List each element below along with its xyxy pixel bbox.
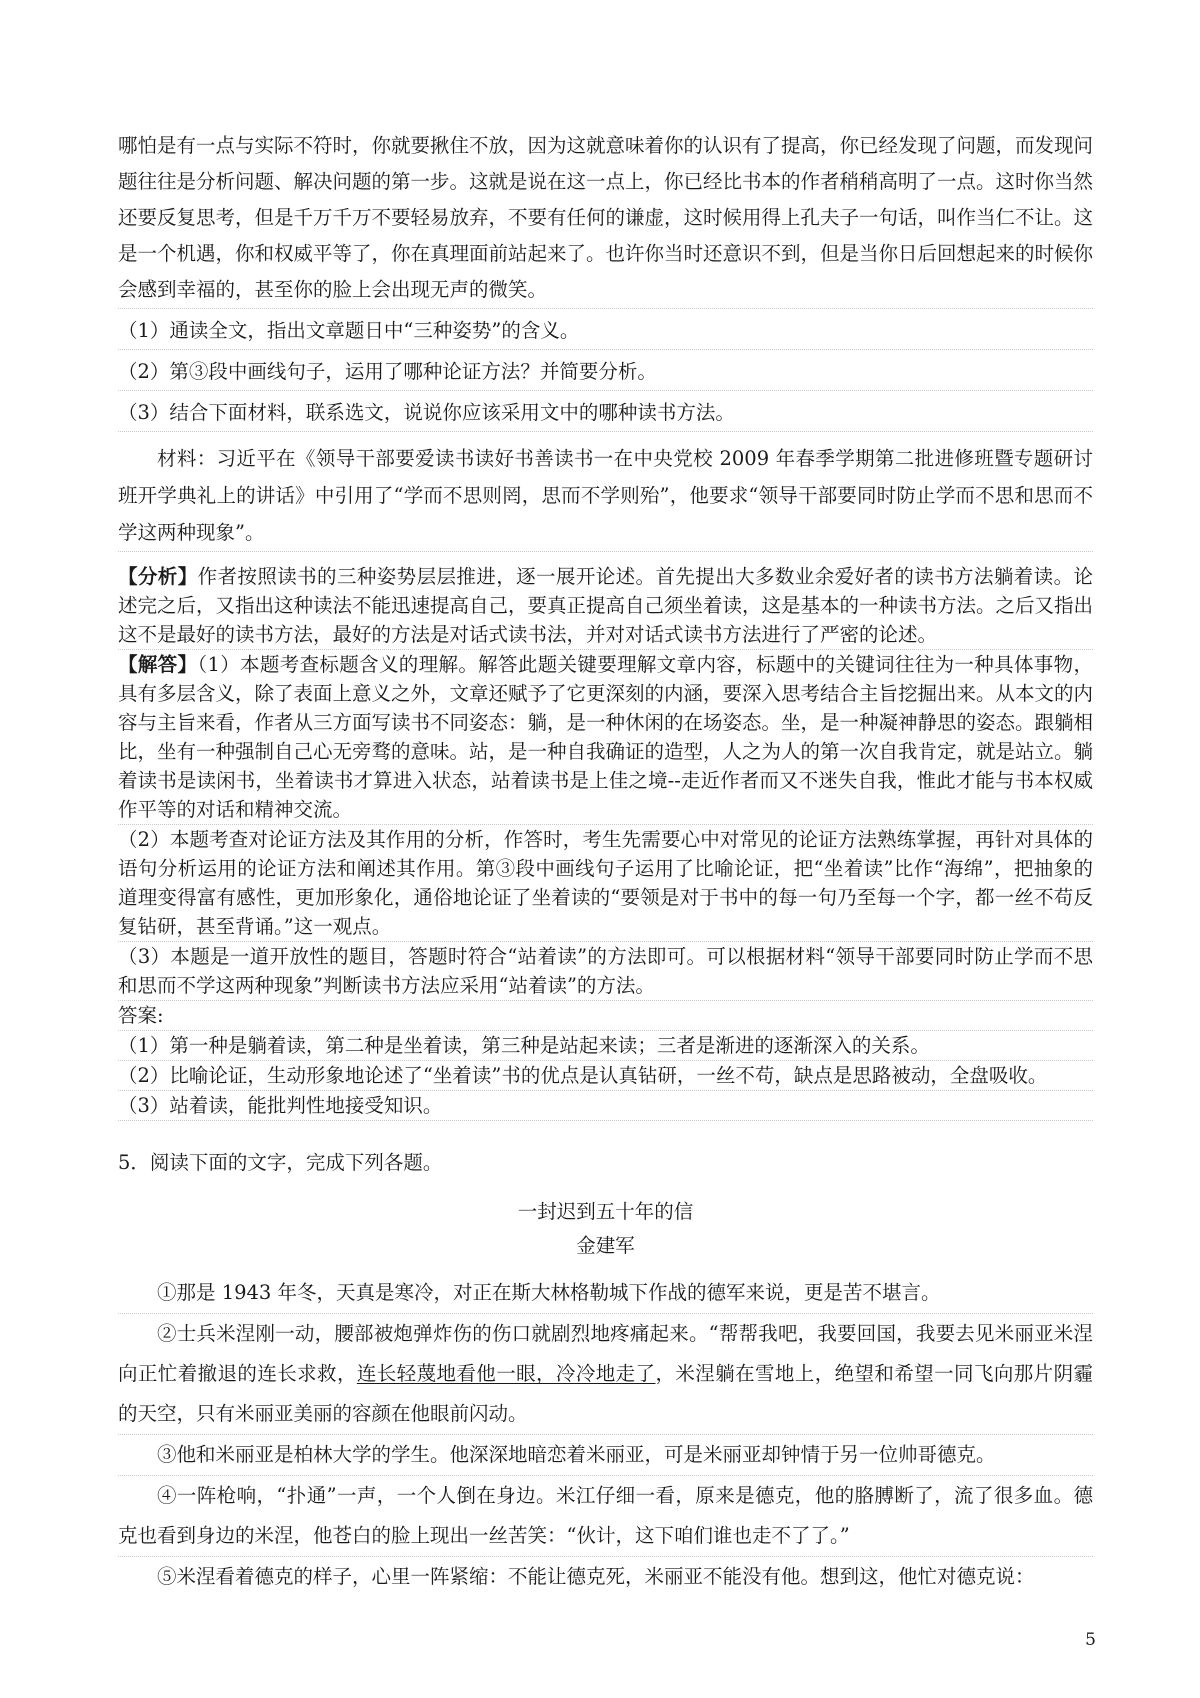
question-3: （3）结合下面材料，联系选文，说说你应该采用文中的哪种读书方法。 bbox=[118, 395, 1093, 432]
material-block bbox=[118, 440, 1093, 552]
underlined-sentence: 连长轻蔑地看他一眼，冷冷地走了 bbox=[356, 1362, 656, 1385]
analysis-paragraph bbox=[118, 562, 1093, 650]
solution-part-3: （3）本题是一道开放性的题目，答题时符合“站着读”的方法即可。可以根据材料“领导干部要同时防止学而不思和思而不学这两种现象”判断读书方法应采用“站着读”的方法。 bbox=[118, 942, 1093, 1001]
analysis-text: 作者按照读书的三种姿势层层推进，逐一展开论述。首先提出大多数业余爱好者的读书方法躺着读。论述完之后，又指出这种读法不能迅速提高自己，要真正提高自己须坐着读，这是基本的一种读书方法。之后又指出这不是最好的读书方法，最好的方法是对话式读书法，并对对话式读书方法进行了严密的论述。 bbox=[118, 565, 1094, 646]
story-author: 金建军 bbox=[576, 1234, 635, 1257]
answer-item-1: （1）第一种是躺着读，第二种是坐着读，第三种是站起来读；三者是渐进的逐渐深入的关系。 bbox=[118, 1031, 1093, 1061]
question-1: （1）通读全文，指出文章题日中“三种姿势”的含义。 bbox=[118, 313, 1093, 350]
story-paragraph-2 bbox=[118, 1314, 1093, 1435]
story-paragraph-3: ③他和米丽亚是柏林大学的学生。他深深地暗恋着米丽亚，可是米丽亚却钟情于另一位帅哥德克。 bbox=[118, 1435, 1093, 1476]
story-paragraph-2-end: ，米涅躺在雪地上，绝望和希望一同飞向那片阴霾的天空，只有米丽亚美丽的容颜在他眼前闪动。 bbox=[118, 1362, 1093, 1425]
solution-part-1 bbox=[118, 650, 1093, 825]
story-paragraph-2-start: ②士兵米涅刚一动，腰部被炮弹炸伤的伤口就剧烈地疼痛起来。“帮帮我吧，我要回国，我要去见米丽亚米涅向正忙着撤退的连长求救， bbox=[118, 1322, 1093, 1385]
story-title: 一封迟到五十年的信 bbox=[517, 1200, 694, 1223]
material-text: 材料：习近平在《领导干部要爱读书读好书善读书一在中央党校 2009 年春季学期第二批进修班暨专题研讨班开学典礼上的讲话》中引用了“学而不思则罔，思而不学则殆”，他要求“领导干部要同时防止学而不思和思而不学这两种现象”。 bbox=[118, 447, 1093, 544]
story-paragraph-4: ④一阵枪响，“扑通”一声，一个人倒在身边。米江仔细一看，原来是德克，他的胳膊断了，流了很多血。德克也看到身边的米涅，他苍白的脸上现出一丝苦笑：“伙计，这下咱们谁也走不了了。” bbox=[118, 1476, 1093, 1557]
answer-label: 答案: bbox=[118, 1001, 1093, 1031]
solution-part-2: （2）本题考查对论证方法及其作用的分析，作答时，考生先需要心中对常见的论证方法熟练掌握，再针对具体的语句分析运用的论证方法和阐述其作用。第③段中画线句子运用了比喻论证，把“坐着读”比作“海绵”，把抽象的道理变得富有感性，更加形象化，通俗地论证了坐着读的“要领是对于书中的每一句乃至每一个字，都一丝不苟反复钻研，甚至背诵。”这一观点。 bbox=[118, 825, 1093, 942]
analysis-answer-block bbox=[118, 562, 1093, 1121]
question-list bbox=[118, 313, 1093, 432]
analysis-label: 【分析】 bbox=[118, 565, 198, 588]
story-paragraph-1: ①那是 1943 年冬，天真是寒冷，对正在斯大林格勒城下作战的德军来说，更是苦不堪言。 bbox=[118, 1273, 1093, 1314]
solution-part-1-text: （1）本题考查标题含义的理解。解答此题关键要理解文章内容，标题中的关键词往往为一种具体事物，具有多层含义，除了表面上意义之外，文章还赋予了它更深刻的内涵，要深入思考结合主旨挖掘出来。从本文的内容与主旨来看，作者从三方面写读书不同姿态：躺，是一种休闲的在场姿态。坐，是一种凝神静思的姿态。跟躺相比，坐有一种强制自己心无旁骛的意味。站，是一种自我确证的造型，人之为人的第一次自我肯定，就是站立。躺着读书是读闲书，坐着读书才算进入状态，站着读书是上佳之境--走近作者而又不迷失自我，惟此才能与书本权威作平等的对话和精神交流。 bbox=[118, 653, 1094, 821]
solution-label: 【解答】 bbox=[118, 653, 198, 676]
answer-item-3: （3）站着读，能批判性地接受知识。 bbox=[118, 1091, 1093, 1121]
page-number: 5 bbox=[1085, 1630, 1096, 1650]
passage-paragraph: 哪怕是有一点与实际不符时，你就要揪住不放，因为这就意味着你的认识有了提高，你已经发现了问题，而发现问题往往是分析问题、解决问题的第一步。这就是说在这一点上，你已经比书本的作者稍稍高明了一点。这时你当然还要反复思考，但是千万千万不要轻易放弃，不要有任何的谦虚，这时候用得上孔夫子一句话，叫作当仁不让。这是一个机遇，你和权威平等了，你在真理面前站起来了。也许你当时还意识不到，但是当你日后回想起来的时候你会感到幸福的，甚至你的脸上会出现无声的微笑。 bbox=[118, 134, 1094, 301]
question-2: （2）第③段中画线句子，运用了哪种论证方法？并简要分析。 bbox=[118, 354, 1093, 391]
answer-item-2: （2）比喻论证，生动形象地论述了“坐着读”书的优点是认真钻研，一丝不苟，缺点是思路被动，全盘吸收。 bbox=[118, 1061, 1093, 1091]
question-5-prompt: 5．阅读下面的文字，完成下列各题。 bbox=[118, 1151, 443, 1174]
story-paragraph-5: ⑤米涅看着德克的样子，心里一阵紧缩：不能让德克死，米丽亚不能没有他。想到这，他忙对德克说： bbox=[157, 1565, 1035, 1588]
passage-excerpt bbox=[118, 128, 1093, 309]
page-content bbox=[118, 128, 1093, 1597]
story-body bbox=[118, 1273, 1093, 1597]
